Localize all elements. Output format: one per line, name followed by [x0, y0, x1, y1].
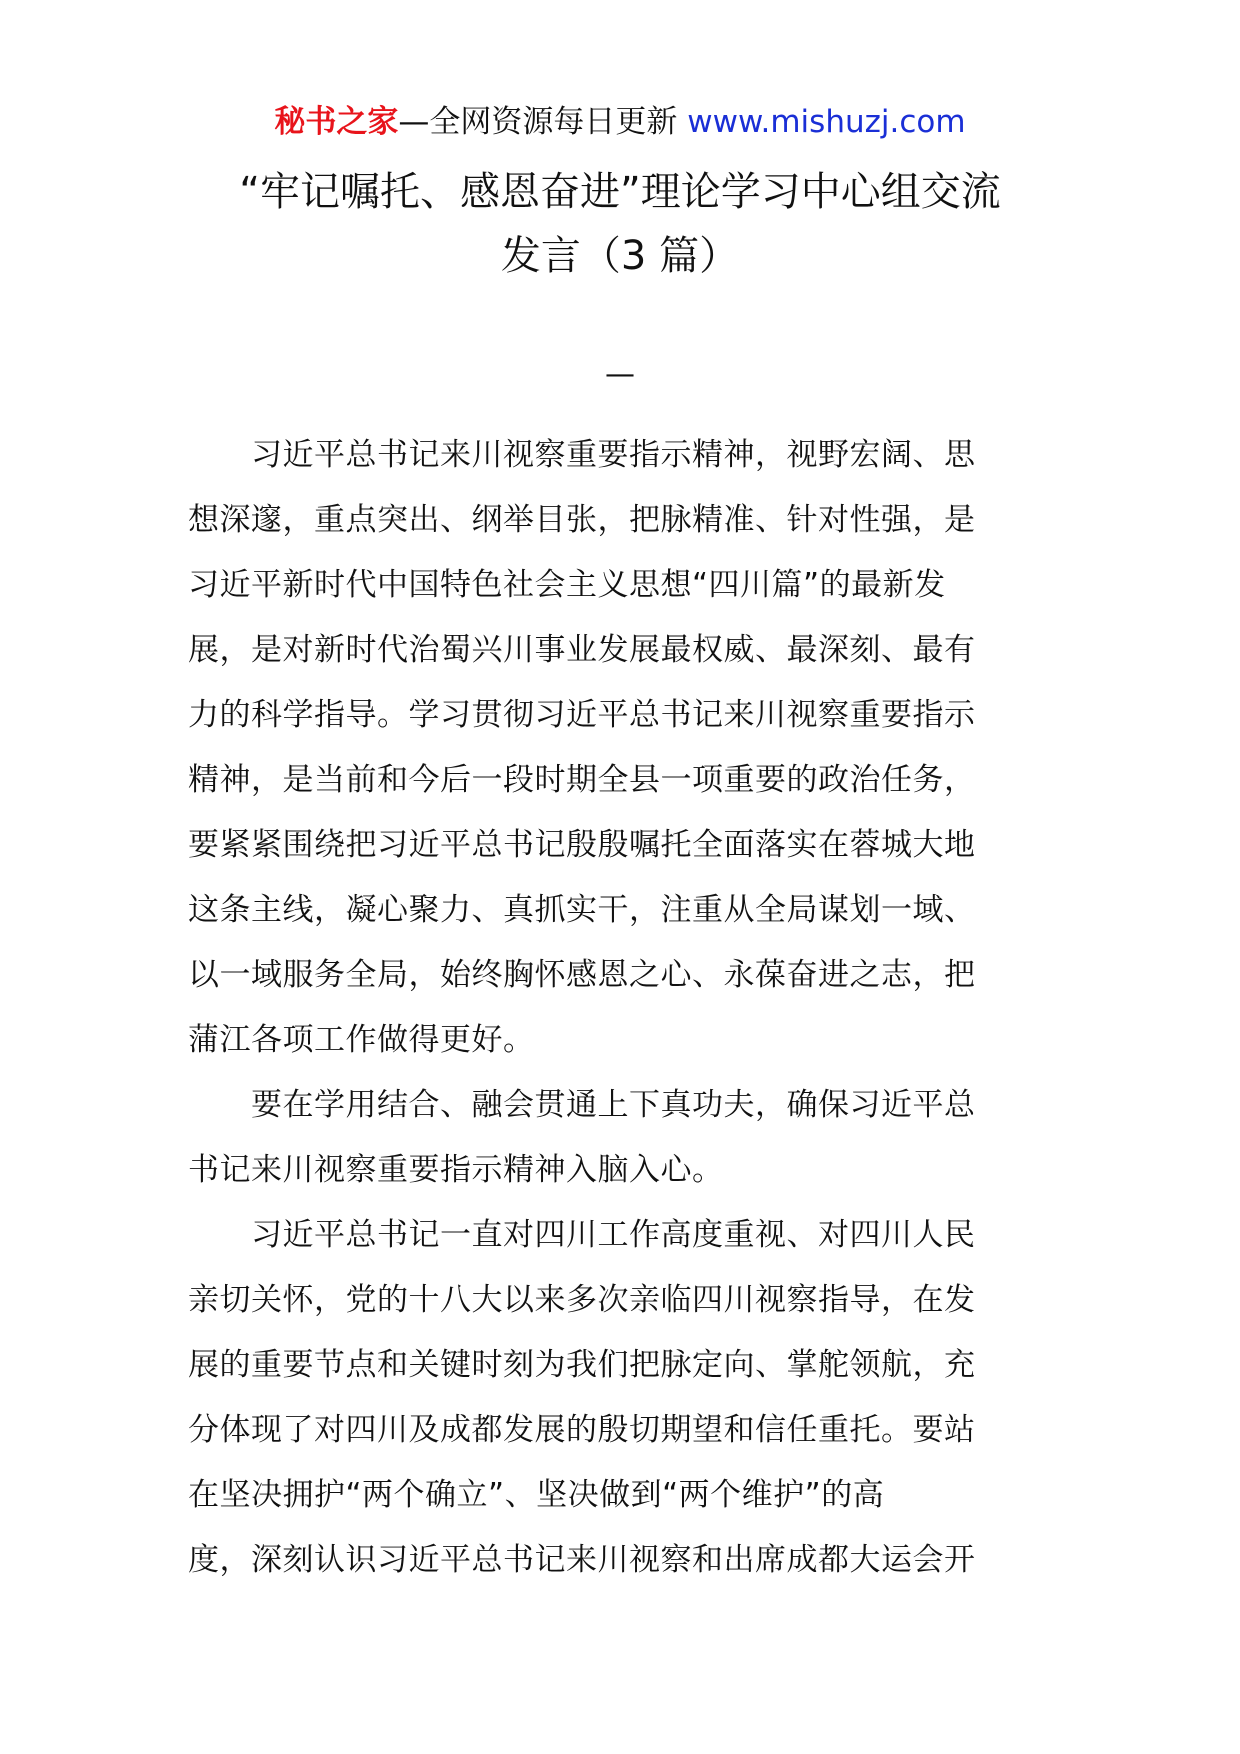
paragraph-line: 力的科学指导。学习贯彻习近平总书记来川视察重要指示	[188, 697, 976, 733]
title-line-1: “牢记嘱托、感恩奋进”理论学习中心组交流	[239, 169, 1001, 215]
paragraph-line: 分体现了对四川及成都发展的殷切期望和信任重托。要站	[188, 1412, 976, 1448]
paragraph-line: 书记来川视察重要指示精神入脑入心。	[188, 1152, 724, 1188]
paragraph-line: 在坚决拥护“两个确立”、坚决做到“两个维护”的高	[188, 1477, 885, 1513]
paragraph-line: 展，是对新时代治蜀兴川事业发展最权威、最深刻、最有	[188, 632, 976, 668]
paragraph-line: 度，深刻认识习近平总书记来川视察和出席成都大运会开	[188, 1542, 976, 1578]
document-body	[188, 423, 1060, 1593]
paragraph-line: 习近平新时代中国特色社会主义思想“四川篇”的最新发	[188, 567, 946, 603]
document-title	[160, 160, 1080, 288]
site-header	[0, 100, 1240, 144]
title-line-2: 发言（3 篇）	[500, 233, 740, 279]
paragraph-line: 以一域服务全局，始终胸怀感恩之心、永葆奋进之志，把	[188, 957, 976, 993]
paragraph-line: 蒲江各项工作做得更好。	[188, 1022, 535, 1058]
paragraph-line: 要在学用结合、融会贯通上下真功夫，确保习近平总	[188, 1087, 976, 1123]
paragraph-line: 展的重要节点和关键时刻为我们把脉定向、掌舵领航，充	[188, 1347, 976, 1383]
paragraph-3	[188, 1203, 1060, 1593]
section-marker: —	[605, 357, 635, 392]
paragraph-line: 想深邃，重点突出、纲举目张，把脉精准、针对性强，是	[188, 502, 976, 538]
paragraph-2	[188, 1073, 1060, 1203]
paragraph-line: 习近平总书记一直对四川工作高度重视、对四川人民	[188, 1217, 976, 1253]
paragraph-1	[188, 423, 1060, 1073]
paragraph-line: 亲切关怀，党的十八大以来多次亲临四川视察指导，在发	[188, 1282, 976, 1318]
paragraph-line: 要紧紧围绕把习近平总书记殷殷嘱托全面落实在蓉城大地	[188, 827, 976, 863]
site-url-link[interactable]: www.mishuzj.com	[687, 104, 966, 140]
paragraph-line: 这条主线，凝心聚力、真抓实干，注重从全局谋划一域、	[188, 892, 976, 928]
site-tagline: —全网资源每日更新	[398, 104, 678, 140]
paragraph-line: 习近平总书记来川视察重要指示精神，视野宏阔、思	[188, 437, 976, 473]
paragraph-line: 精神，是当前和今后一段时期全县一项重要的政治任务，	[188, 762, 976, 798]
site-brand: 秘书之家	[274, 104, 399, 140]
